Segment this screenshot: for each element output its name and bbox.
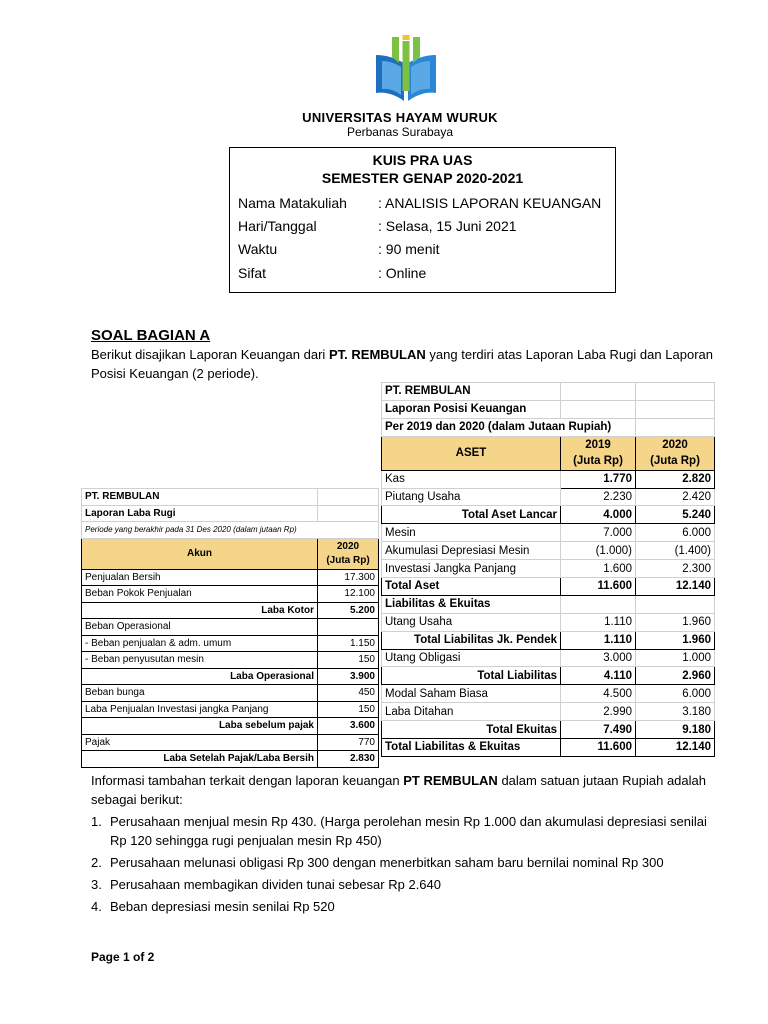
table-row xyxy=(382,524,715,542)
bs-header-unit: (Juta Rp) xyxy=(573,455,623,468)
is-value: 2.830 xyxy=(318,751,379,768)
is-label: Beban bunga xyxy=(82,685,318,702)
bs-label: Total Liabilitas Jk. Pendek xyxy=(382,631,561,649)
list-number: 1. xyxy=(91,814,102,829)
balance-sheet-table xyxy=(381,382,715,757)
table-row xyxy=(82,685,379,702)
is-value: 150 xyxy=(318,701,379,718)
exam-row-value: : ANALISIS LAPORAN KEUANGAN xyxy=(378,195,602,211)
is-label: - Beban penjualan & adm. umum xyxy=(82,635,318,652)
bs-value: 12.140 xyxy=(636,578,715,596)
is-label: Beban Pokok Penjualan xyxy=(82,586,318,603)
bs-value: 2.230 xyxy=(561,488,636,506)
is-value: 450 xyxy=(318,685,379,702)
is-value: 5.200 xyxy=(318,602,379,619)
info-list xyxy=(91,812,713,919)
bs-header-unit: (Juta Rp) xyxy=(650,455,700,468)
table-row xyxy=(382,506,715,524)
is-header-2020 xyxy=(318,538,379,569)
table-row xyxy=(382,649,715,667)
is-header-unit: (Juta Rp) xyxy=(326,554,370,566)
is-label: Laba Operasional xyxy=(82,668,318,685)
bs-header-year: 2019 xyxy=(585,439,611,452)
bs-label: Piutang Usaha xyxy=(382,488,561,506)
table-row xyxy=(82,751,379,768)
is-value xyxy=(318,619,379,636)
bs-value: 11.600 xyxy=(561,578,636,596)
bs-value: 7.000 xyxy=(561,524,636,542)
bs-value: 6.000 xyxy=(636,685,715,703)
bs-label: Akumulasi Depresiasi Mesin xyxy=(382,542,561,560)
exam-row-label: Waktu xyxy=(238,241,278,257)
bs-label: Total Aset xyxy=(382,578,561,596)
bs-header-year: 2020 xyxy=(662,439,688,452)
bs-value: (1.000) xyxy=(561,542,636,560)
list-text: Perusahaan menjual mesin Rp 430. (Harga perolehan mesin Rp 1.000 dan akumulasi depresiasi senilai Rp 120 sehingga rugi penjualan mesin Rp 450) xyxy=(110,814,707,848)
table-row xyxy=(382,739,715,757)
exam-semester: SEMESTER GENAP 2020-2021 xyxy=(321,170,524,186)
bs-value: 3.180 xyxy=(636,703,715,721)
is-header-akun: Akun xyxy=(82,538,318,569)
list-number: 2. xyxy=(91,855,102,870)
is-value: 770 xyxy=(318,734,379,751)
bs-value: 9.180 xyxy=(636,721,715,739)
is-label: Penjualan Bersih xyxy=(82,569,318,586)
exam-row-label: Hari/Tanggal xyxy=(238,218,317,234)
table-row xyxy=(382,595,715,613)
table-row xyxy=(82,586,379,603)
is-title: PT. REMBULAN xyxy=(82,489,318,506)
company-name: PT. REMBULAN xyxy=(328,347,426,362)
bs-label: Total Liabilitas xyxy=(382,667,561,685)
exam-info-box xyxy=(229,147,616,293)
table-row xyxy=(82,718,379,735)
university-name: UNIVERSITAS HAYAM WURUK xyxy=(302,110,498,125)
page-number: Page 1 of 2 xyxy=(91,950,155,964)
table-row xyxy=(82,569,379,586)
is-label: Pajak xyxy=(82,734,318,751)
is-label: - Beban penyusutan mesin xyxy=(82,652,318,669)
bs-label: Total Liabilitas & Ekuitas xyxy=(382,739,561,757)
list-item xyxy=(91,853,713,872)
list-item xyxy=(91,812,713,850)
bs-label: Utang Obligasi xyxy=(382,649,561,667)
bs-value: 4.500 xyxy=(561,685,636,703)
bs-value: 5.240 xyxy=(636,506,715,524)
table-row xyxy=(82,668,379,685)
bs-label: Modal Saham Biasa xyxy=(382,685,561,703)
table-row xyxy=(382,721,715,739)
exam-row-value: : 90 menit xyxy=(378,241,440,257)
bs-value: 2.990 xyxy=(561,703,636,721)
is-title: Laporan Laba Rugi xyxy=(82,505,318,522)
bs-header-2019 xyxy=(561,436,636,470)
bs-value: 1.110 xyxy=(561,613,636,631)
additional-info xyxy=(91,771,713,809)
list-text: Perusahaan melunasi obligasi Rp 300 dengan menerbitkan saham baru bernilai nominal Rp 300 xyxy=(110,855,664,870)
bs-value: 1.600 xyxy=(561,560,636,578)
bs-label: Investasi Jangka Panjang xyxy=(382,560,561,578)
bs-value: 7.490 xyxy=(561,721,636,739)
table-row xyxy=(382,542,715,560)
is-period: Periode yang berakhir pada 31 Des 2020 (dalam jutaan Rp) xyxy=(82,522,379,539)
bs-label: Laba Ditahan xyxy=(382,703,561,721)
bs-title: Per 2019 dan 2020 (dalam Jutaan Rupiah) xyxy=(382,418,636,436)
company-name: PT REMBULAN xyxy=(403,773,498,788)
table-row xyxy=(82,734,379,751)
income-statement-table xyxy=(81,488,379,768)
table-row xyxy=(82,701,379,718)
is-label: Laba Setelah Pajak/Laba Bersih xyxy=(82,751,318,768)
table-row xyxy=(82,635,379,652)
list-text: Perusahaan membagikan dividen tunai sebesar Rp 2.640 xyxy=(110,877,441,892)
table-row xyxy=(82,619,379,636)
is-label: Laba Kotor xyxy=(82,602,318,619)
bs-header-2020 xyxy=(636,436,715,470)
bs-value: 3.000 xyxy=(561,649,636,667)
bs-value: 2.960 xyxy=(636,667,715,685)
intro-text: Berikut disajikan Laporan Keuangan dari xyxy=(91,347,329,362)
table-row xyxy=(382,470,715,488)
bs-value: 12.140 xyxy=(636,739,715,757)
list-item xyxy=(91,875,713,894)
section-title: SOAL BAGIAN A xyxy=(91,327,211,344)
list-number: 3. xyxy=(91,877,102,892)
table-row xyxy=(382,613,715,631)
bs-value xyxy=(636,595,715,613)
bs-value: 6.000 xyxy=(636,524,715,542)
table-row xyxy=(382,631,715,649)
bs-value: 4.110 xyxy=(561,667,636,685)
is-value: 1.150 xyxy=(318,635,379,652)
is-value: 12.100 xyxy=(318,586,379,603)
bs-value: 11.600 xyxy=(561,739,636,757)
bs-value: 1.770 xyxy=(561,470,636,488)
table-row xyxy=(82,652,379,669)
intro-text: yang terdiri atas Laporan Laba Rugi dan Laporan Posisi Keuangan (2 periode). xyxy=(91,347,713,381)
bs-value: 1.000 xyxy=(636,649,715,667)
bs-title: PT. REMBULAN xyxy=(382,383,561,401)
table-row xyxy=(82,602,379,619)
bs-value: 4.000 xyxy=(561,506,636,524)
is-value: 17.300 xyxy=(318,569,379,586)
bs-value: 1.960 xyxy=(636,631,715,649)
is-label: Laba sebelum pajak xyxy=(82,718,318,735)
bs-value: 1.960 xyxy=(636,613,715,631)
exam-row-value: : Selasa, 15 Juni 2021 xyxy=(378,218,517,234)
bs-label: Total Ekuitas xyxy=(382,721,561,739)
table-row xyxy=(382,667,715,685)
bs-label: Utang Usaha xyxy=(382,613,561,631)
bs-value xyxy=(561,595,636,613)
info-text: Informasi tambahan terkait dengan laporan keuangan xyxy=(91,773,404,788)
is-value: 150 xyxy=(318,652,379,669)
bs-label: Liabilitas & Ekuitas xyxy=(382,595,561,613)
is-value: 3.900 xyxy=(318,668,379,685)
is-value: 3.600 xyxy=(318,718,379,735)
bs-value: 1.110 xyxy=(561,631,636,649)
exam-row-value: : Online xyxy=(378,265,427,281)
list-text: Beban depresiasi mesin senilai Rp 520 xyxy=(110,899,335,914)
bs-label: Kas xyxy=(382,470,561,488)
bs-title: Laporan Posisi Keuangan xyxy=(382,400,561,418)
exam-title: KUIS PRA UAS xyxy=(372,152,473,168)
exam-row-label: Nama Matakuliah xyxy=(238,195,347,211)
info-text: dalam satuan jutaan Rupiah adalah sebagai berikut: xyxy=(91,773,706,807)
bs-value: 2.820 xyxy=(636,470,715,488)
bs-header-aset: ASET xyxy=(382,436,561,470)
table-row xyxy=(382,560,715,578)
list-number: 4. xyxy=(91,899,102,914)
university-logo xyxy=(372,33,440,105)
section-intro xyxy=(91,345,713,383)
is-label: Laba Penjualan Investasi jangka Panjang xyxy=(82,701,318,718)
bs-value: 2.300 xyxy=(636,560,715,578)
list-item xyxy=(91,897,713,916)
table-row xyxy=(382,703,715,721)
table-row xyxy=(382,578,715,596)
bs-value: (1.400) xyxy=(636,542,715,560)
table-row xyxy=(382,488,715,506)
bs-label: Mesin xyxy=(382,524,561,542)
table-row xyxy=(382,685,715,703)
bs-value: 2.420 xyxy=(636,488,715,506)
bs-label: Total Aset Lancar xyxy=(382,506,561,524)
is-header-year: 2020 xyxy=(336,540,360,552)
is-label: Beban Operasional xyxy=(82,619,318,636)
university-subtitle: Perbanas Surabaya xyxy=(346,125,454,139)
exam-row-label: Sifat xyxy=(238,265,267,281)
